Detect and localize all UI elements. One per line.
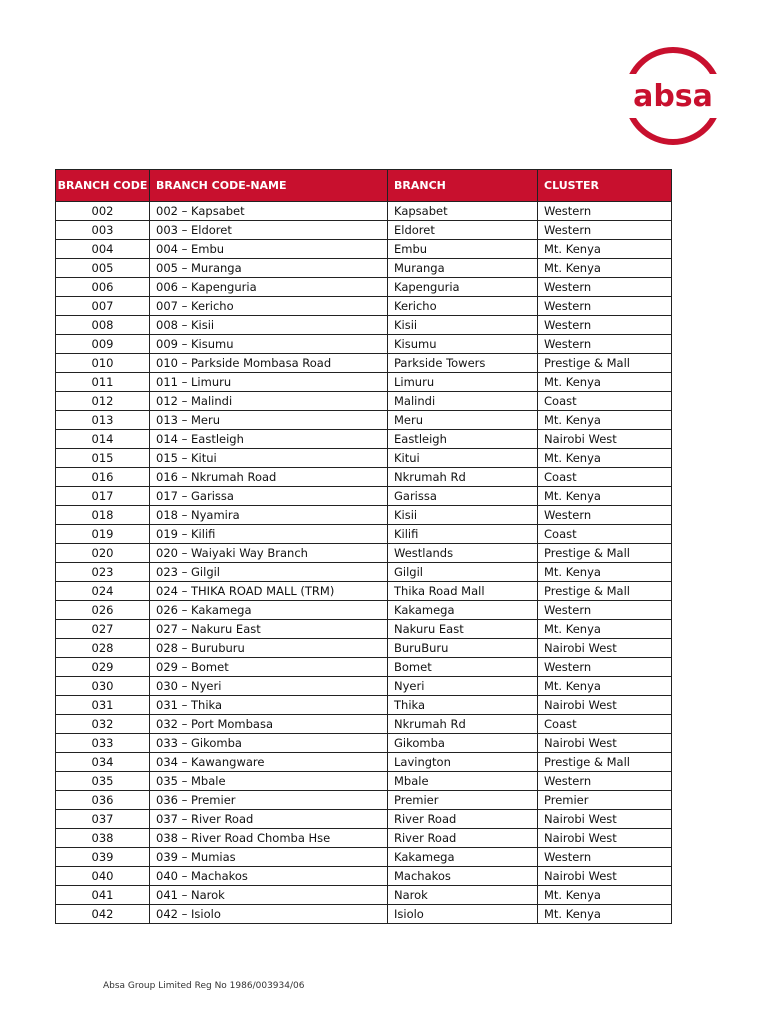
cell-branch-code-name: 023 – Gilgil [150,563,388,582]
cell-branch-code-name: 018 – Nyamira [150,506,388,525]
cell-branch-code-name: 005 – Muranga [150,259,388,278]
table-row [56,221,672,240]
cell-cluster: Prestige & Mall [538,753,672,772]
cell-cluster: Mt. Kenya [538,373,672,392]
cell-branch-code-name: 004 – Embu [150,240,388,259]
cell-branch-code-name: 031 – Thika [150,696,388,715]
cell-branch-code: 010 [56,354,150,373]
table-row [56,886,672,905]
cell-branch: Eastleigh [388,430,538,449]
cell-cluster: Nairobi West [538,829,672,848]
cell-branch: River Road [388,829,538,848]
cell-branch: Kisumu [388,335,538,354]
cell-branch-code-name: 032 – Port Mombasa [150,715,388,734]
table-row [56,848,672,867]
cell-cluster: Premier [538,791,672,810]
cell-cluster: Mt. Kenya [538,259,672,278]
cell-cluster: Nairobi West [538,696,672,715]
table-row [56,544,672,563]
cell-branch-code-name: 012 – Malindi [150,392,388,411]
header-cluster: CLUSTER [538,170,672,202]
cell-branch: Parkside Towers [388,354,538,373]
cell-branch-code: 028 [56,639,150,658]
cell-branch: Garissa [388,487,538,506]
cell-cluster: Western [538,335,672,354]
cell-branch: Embu [388,240,538,259]
cell-branch-code-name: 038 – River Road Chomba Hse [150,829,388,848]
cell-cluster: Mt. Kenya [538,677,672,696]
cell-branch-code-name: 027 – Nakuru East [150,620,388,639]
cell-branch: BuruBuru [388,639,538,658]
header-branch-code-name: BRANCH CODE-NAME [150,170,388,202]
cell-branch-code: 039 [56,848,150,867]
cell-branch-code: 011 [56,373,150,392]
cell-branch-code-name: 002 – Kapsabet [150,202,388,221]
cell-branch: River Road [388,810,538,829]
table-row [56,867,672,886]
cell-branch-code: 020 [56,544,150,563]
cell-branch-code-name: 033 – Gikomba [150,734,388,753]
cell-branch: Nkrumah Rd [388,715,538,734]
cell-cluster: Nairobi West [538,639,672,658]
cell-branch-code: 012 [56,392,150,411]
cell-branch-code: 024 [56,582,150,601]
table-row [56,525,672,544]
cell-branch: Kakamega [388,848,538,867]
cell-cluster: Western [538,658,672,677]
table-row [56,202,672,221]
cell-branch-code: 036 [56,791,150,810]
cell-cluster: Mt. Kenya [538,411,672,430]
table-row [56,373,672,392]
table-row [56,677,672,696]
cell-branch-code-name: 019 – Kilifi [150,525,388,544]
cell-branch: Nyeri [388,677,538,696]
cell-cluster: Mt. Kenya [538,240,672,259]
cell-branch-code: 035 [56,772,150,791]
table-row [56,601,672,620]
cell-branch-code-name: 034 – Kawangware [150,753,388,772]
cell-branch-code-name: 039 – Mumias [150,848,388,867]
cell-cluster: Coast [538,468,672,487]
cell-branch-code: 015 [56,449,150,468]
cell-branch: Limuru [388,373,538,392]
cell-branch-code-name: 006 – Kapenguria [150,278,388,297]
cell-cluster: Western [538,278,672,297]
table-row [56,753,672,772]
cell-branch: Isiolo [388,905,538,924]
cell-branch: Eldoret [388,221,538,240]
cell-branch-code-name: 041 – Narok [150,886,388,905]
cell-cluster: Western [538,221,672,240]
cell-branch-code-name: 014 – Eastleigh [150,430,388,449]
table-row [56,430,672,449]
cell-branch: Nakuru East [388,620,538,639]
cell-cluster: Western [538,848,672,867]
cell-branch-code: 032 [56,715,150,734]
cell-branch: Kisii [388,316,538,335]
cell-branch: Malindi [388,392,538,411]
cell-branch: Gilgil [388,563,538,582]
cell-branch-code-name: 040 – Machakos [150,867,388,886]
cell-cluster: Mt. Kenya [538,905,672,924]
table-row [56,582,672,601]
cell-branch-code: 014 [56,430,150,449]
table-row [56,658,672,677]
cell-branch-code: 042 [56,905,150,924]
cell-branch: Mbale [388,772,538,791]
table-row [56,696,672,715]
cell-branch-code-name: 007 – Kericho [150,297,388,316]
cell-branch: Westlands [388,544,538,563]
cell-cluster: Mt. Kenya [538,487,672,506]
cell-branch-code: 027 [56,620,150,639]
cell-branch-code: 018 [56,506,150,525]
cell-branch: Machakos [388,867,538,886]
table-row [56,487,672,506]
cell-branch-code-name: 020 – Waiyaki Way Branch [150,544,388,563]
cell-branch-code: 030 [56,677,150,696]
cell-branch-code: 016 [56,468,150,487]
table-row [56,639,672,658]
cell-cluster: Coast [538,392,672,411]
cell-branch-code: 019 [56,525,150,544]
cell-branch-code: 003 [56,221,150,240]
branch-table [55,169,672,924]
cell-branch-code-name: 011 – Limuru [150,373,388,392]
table-row [56,278,672,297]
header-branch: BRANCH [388,170,538,202]
cell-branch: Kilifi [388,525,538,544]
cell-cluster: Nairobi West [538,430,672,449]
cell-branch-code: 017 [56,487,150,506]
table-row [56,734,672,753]
cell-branch-code-name: 029 – Bomet [150,658,388,677]
cell-branch-code-name: 036 – Premier [150,791,388,810]
cell-branch: Premier [388,791,538,810]
cell-branch-code: 041 [56,886,150,905]
footer-registration: Absa Group Limited Reg No 1986/003934/06 [103,981,305,991]
cell-branch-code: 040 [56,867,150,886]
cell-branch-code-name: 030 – Nyeri [150,677,388,696]
table-row [56,240,672,259]
cell-cluster: Nairobi West [538,867,672,886]
cell-branch-code: 023 [56,563,150,582]
table-body [56,202,672,924]
cell-branch: Gikomba [388,734,538,753]
table-row [56,297,672,316]
cell-branch-code-name: 028 – Buruburu [150,639,388,658]
cell-cluster: Mt. Kenya [538,620,672,639]
cell-branch: Kapenguria [388,278,538,297]
table-row [56,620,672,639]
cell-branch-code: 034 [56,753,150,772]
cell-branch: Lavington [388,753,538,772]
cell-branch-code-name: 026 – Kakamega [150,601,388,620]
cell-cluster: Nairobi West [538,734,672,753]
table-row [56,905,672,924]
cell-branch: Kapsabet [388,202,538,221]
cell-cluster: Western [538,202,672,221]
cell-cluster: Mt. Kenya [538,886,672,905]
cell-branch-code-name: 042 – Isiolo [150,905,388,924]
cell-branch-code-name: 003 – Eldoret [150,221,388,240]
cell-branch: Kitui [388,449,538,468]
cell-branch: Narok [388,886,538,905]
header-branch-code: BRANCH CODE [56,170,150,202]
cell-branch-code: 037 [56,810,150,829]
cell-branch-code: 005 [56,259,150,278]
table-row [56,335,672,354]
cell-cluster: Mt. Kenya [538,449,672,468]
cell-branch-code-name: 037 – River Road [150,810,388,829]
table-row [56,563,672,582]
table-row [56,392,672,411]
table-row [56,715,672,734]
cell-branch: Meru [388,411,538,430]
cell-branch-code-name: 009 – Kisumu [150,335,388,354]
cell-branch: Kericho [388,297,538,316]
cell-branch-code: 033 [56,734,150,753]
svg-text:absa: absa [633,79,713,114]
cell-cluster: Western [538,772,672,791]
cell-cluster: Western [538,506,672,525]
table-row [56,791,672,810]
cell-branch-code-name: 010 – Parkside Mombasa Road [150,354,388,373]
absa-logo [622,40,724,152]
cell-branch-code: 038 [56,829,150,848]
cell-cluster: Prestige & Mall [538,354,672,373]
cell-branch-code: 013 [56,411,150,430]
cell-branch-code-name: 035 – Mbale [150,772,388,791]
cell-branch-code: 007 [56,297,150,316]
cell-branch-code: 026 [56,601,150,620]
cell-branch-code-name: 017 – Garissa [150,487,388,506]
cell-branch: Thika [388,696,538,715]
cell-cluster: Western [538,601,672,620]
cell-cluster: Prestige & Mall [538,544,672,563]
cell-branch: Kisii [388,506,538,525]
cell-branch: Bomet [388,658,538,677]
table-row [56,411,672,430]
table-row [56,259,672,278]
cell-cluster: Nairobi West [538,810,672,829]
table-row [56,316,672,335]
cell-branch-code: 031 [56,696,150,715]
table-row [56,449,672,468]
cell-cluster: Western [538,297,672,316]
cell-cluster: Coast [538,525,672,544]
table-row [56,829,672,848]
cell-branch-code: 009 [56,335,150,354]
cell-branch-code-name: 016 – Nkrumah Road [150,468,388,487]
cell-cluster: Coast [538,715,672,734]
cell-cluster: Prestige & Mall [538,582,672,601]
cell-branch-code-name: 013 – Meru [150,411,388,430]
table-row [56,506,672,525]
cell-branch-code: 004 [56,240,150,259]
cell-branch-code: 002 [56,202,150,221]
cell-branch-code-name: 015 – Kitui [150,449,388,468]
cell-cluster: Mt. Kenya [538,563,672,582]
cell-branch-code-name: 008 – Kisii [150,316,388,335]
table-row [56,772,672,791]
cell-cluster: Western [538,316,672,335]
table-row [56,810,672,829]
table-header-row [56,170,672,202]
cell-branch: Muranga [388,259,538,278]
table-row [56,354,672,373]
cell-branch-code-name: 024 – THIKA ROAD MALL (TRM) [150,582,388,601]
table-row [56,468,672,487]
cell-branch: Nkrumah Rd [388,468,538,487]
cell-branch-code: 006 [56,278,150,297]
cell-branch-code: 029 [56,658,150,677]
cell-branch: Kakamega [388,601,538,620]
cell-branch: Thika Road Mall [388,582,538,601]
cell-branch-code: 008 [56,316,150,335]
